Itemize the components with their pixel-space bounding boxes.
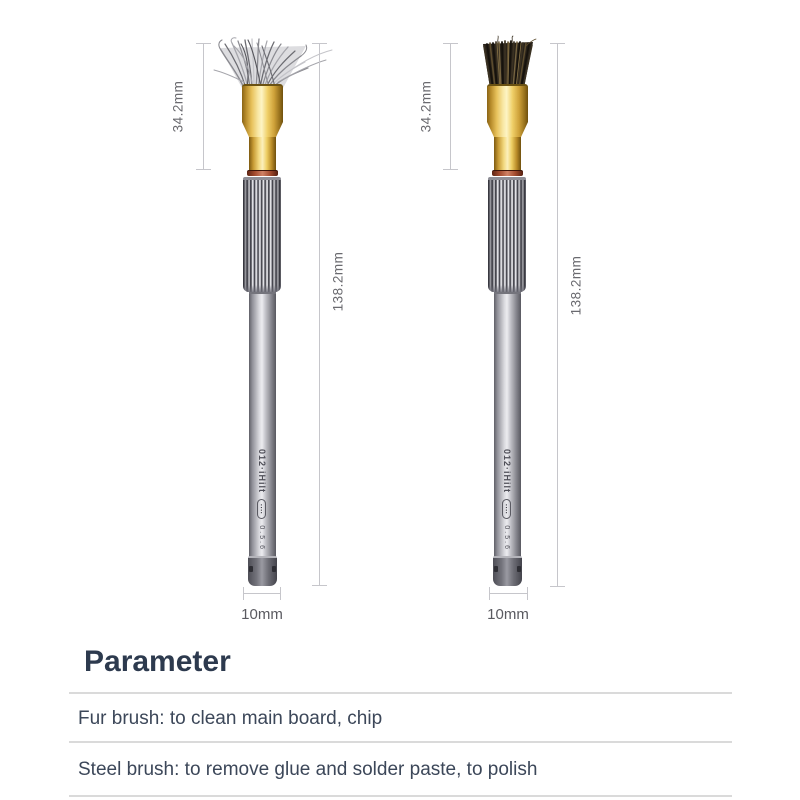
fur-brush-head-dimension-label: 34.2mm bbox=[418, 80, 434, 133]
divider-line bbox=[69, 741, 732, 743]
steel-brush-tip-dimension-label: 10mm bbox=[241, 606, 283, 623]
steel-brush-ferrule-top bbox=[242, 84, 283, 122]
handle-brand-text: 012·iHilt bbox=[502, 449, 512, 494]
steel-brush-total-dimension-label: 138.2mm bbox=[330, 251, 346, 312]
divider-line bbox=[69, 795, 732, 797]
steel-brush-head-dimension-line bbox=[203, 43, 204, 170]
steel-brush-tip-dimension-line bbox=[243, 593, 281, 594]
handle-badge: ▪▪▪▪ bbox=[503, 499, 512, 519]
fur-bristles-graphic bbox=[478, 34, 538, 88]
parameter-row-steel-brush: Steel brush: to remove glue and solder paste, to polish bbox=[78, 759, 538, 780]
handle-code-text: 0.5.6 bbox=[503, 525, 511, 551]
fur-brush-total-dimension-label: 138.2mm bbox=[568, 255, 584, 316]
fur-brush-handle-print bbox=[501, 425, 513, 575]
steel-brush-ferrule-tube bbox=[249, 137, 276, 170]
fur-brush-total-dimension-line bbox=[557, 43, 558, 587]
parameter-row-fur-brush: Fur brush: to clean main board, chip bbox=[78, 708, 383, 729]
steel-brush-head-dimension-label: 34.2mm bbox=[170, 80, 186, 133]
parameter-heading: Parameter bbox=[84, 645, 231, 678]
steel-brush-total-dimension-line bbox=[319, 43, 320, 586]
handle-badge: ▪▪▪▪ bbox=[258, 499, 267, 519]
steel-brush-red-ring bbox=[247, 170, 278, 176]
fur-brush-grip bbox=[488, 177, 526, 292]
steel-brush-grip bbox=[243, 177, 281, 292]
fur-brush-ferrule-tube bbox=[494, 137, 521, 170]
divider-line bbox=[69, 692, 732, 694]
fur-brush-ferrule-top bbox=[487, 84, 528, 122]
steel-brush-handle-print bbox=[256, 425, 268, 575]
fur-brush-ferrule-taper bbox=[487, 122, 528, 137]
fur-brush-tip-dimension-line bbox=[489, 593, 528, 594]
fur-brush-tip-dimension-label: 10mm bbox=[487, 606, 529, 623]
handle-code-text: 0.5.6 bbox=[258, 525, 266, 551]
steel-brush-ferrule-taper bbox=[242, 122, 283, 137]
fur-brush-red-ring bbox=[492, 170, 523, 176]
fur-brush-head-dimension-line bbox=[450, 43, 451, 170]
handle-brand-text: 012·iHilt bbox=[257, 449, 267, 494]
